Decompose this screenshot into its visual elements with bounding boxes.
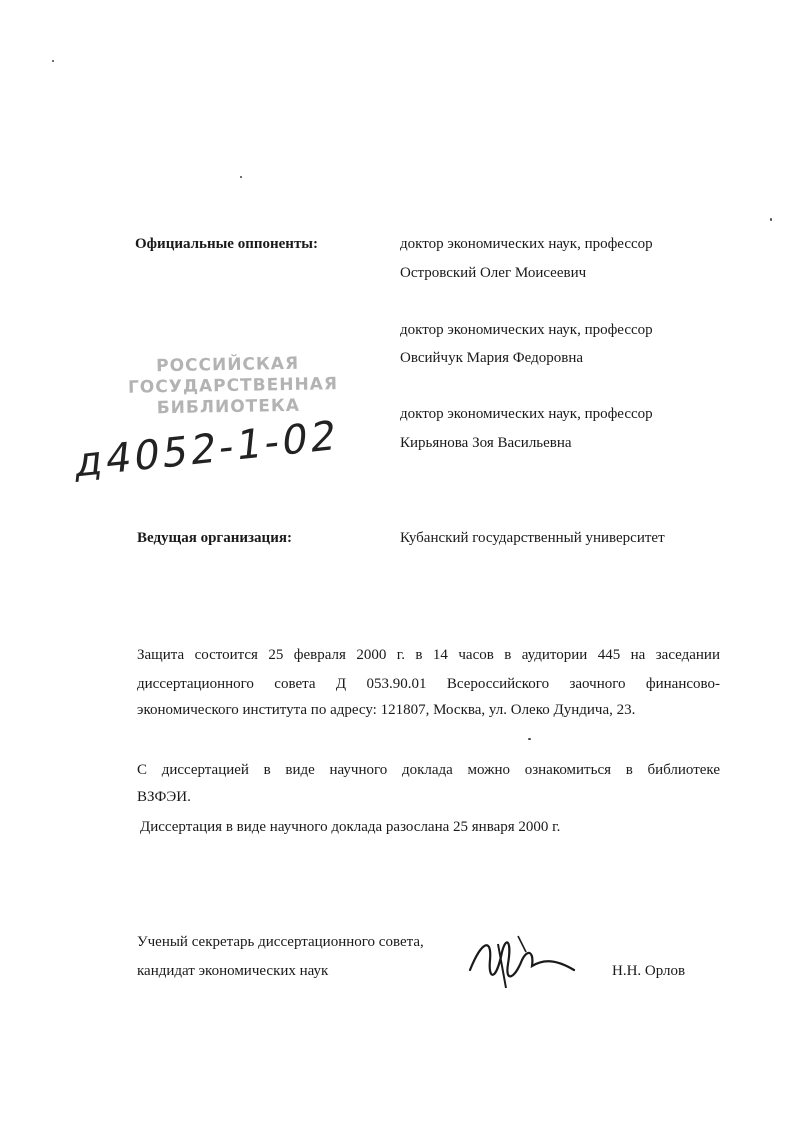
stamp-line-3: БИБЛИОТЕКА bbox=[156, 395, 301, 419]
opponent-3-name: Кирьянова Зоя Васильевна bbox=[400, 435, 572, 451]
library-line-1: С диссертацией в виде научного доклада можно ознакомиться в библиотеке bbox=[137, 762, 720, 778]
opponent-2-title: доктор экономических наук, профессор bbox=[400, 322, 653, 338]
scan-speck bbox=[770, 218, 772, 221]
secretary-title-line-2: кандидат экономических наук bbox=[137, 963, 329, 979]
handwritten-code: д4052-1-02 bbox=[73, 412, 342, 487]
lead-org-value: Кубанский государственный университет bbox=[400, 530, 665, 546]
scan-speck bbox=[528, 738, 531, 740]
opponents-label: Официальные оппоненты: bbox=[135, 236, 319, 252]
defense-line-1: Защита состоится 25 февраля 2000 г. в 14 часов в аудитории 445 на заседании bbox=[137, 647, 720, 663]
scan-speck bbox=[240, 176, 242, 178]
defense-line-3: экономического института по адресу: 121807, Москва, ул. Олеко Дундича, 23. bbox=[137, 702, 636, 718]
stamp-line-2: ГОСУДАРСТВЕННАЯ bbox=[127, 374, 339, 398]
defense-line-2: диссертационного совета Д 053.90.01 Всероссийского заочного финансово- bbox=[137, 676, 720, 692]
lead-org-label: Ведущая организация: bbox=[137, 530, 292, 546]
distributed-line: Диссертация в виде научного доклада разослана 25 января 2000 г. bbox=[140, 819, 561, 835]
opponent-1-title: доктор экономических наук, профессор bbox=[400, 236, 653, 252]
opponent-2-name: Овсийчук Мария Федоровна bbox=[400, 350, 584, 366]
opponent-3-title: доктор экономических наук, профессор bbox=[400, 406, 653, 422]
library-line-2: ВЗФЭИ. bbox=[137, 789, 191, 805]
library-stamp bbox=[127, 353, 339, 419]
scan-speck bbox=[52, 60, 54, 62]
stamp-line-1: РОССИЙСКАЯ bbox=[155, 353, 300, 377]
secretary-title-line-1: Ученый секретарь диссертационного совета, bbox=[137, 934, 424, 950]
opponent-1-name: Островский Олег Моисеевич bbox=[400, 265, 587, 281]
signature-image bbox=[462, 930, 582, 994]
secretary-name: Н.Н. Орлов bbox=[612, 963, 686, 979]
